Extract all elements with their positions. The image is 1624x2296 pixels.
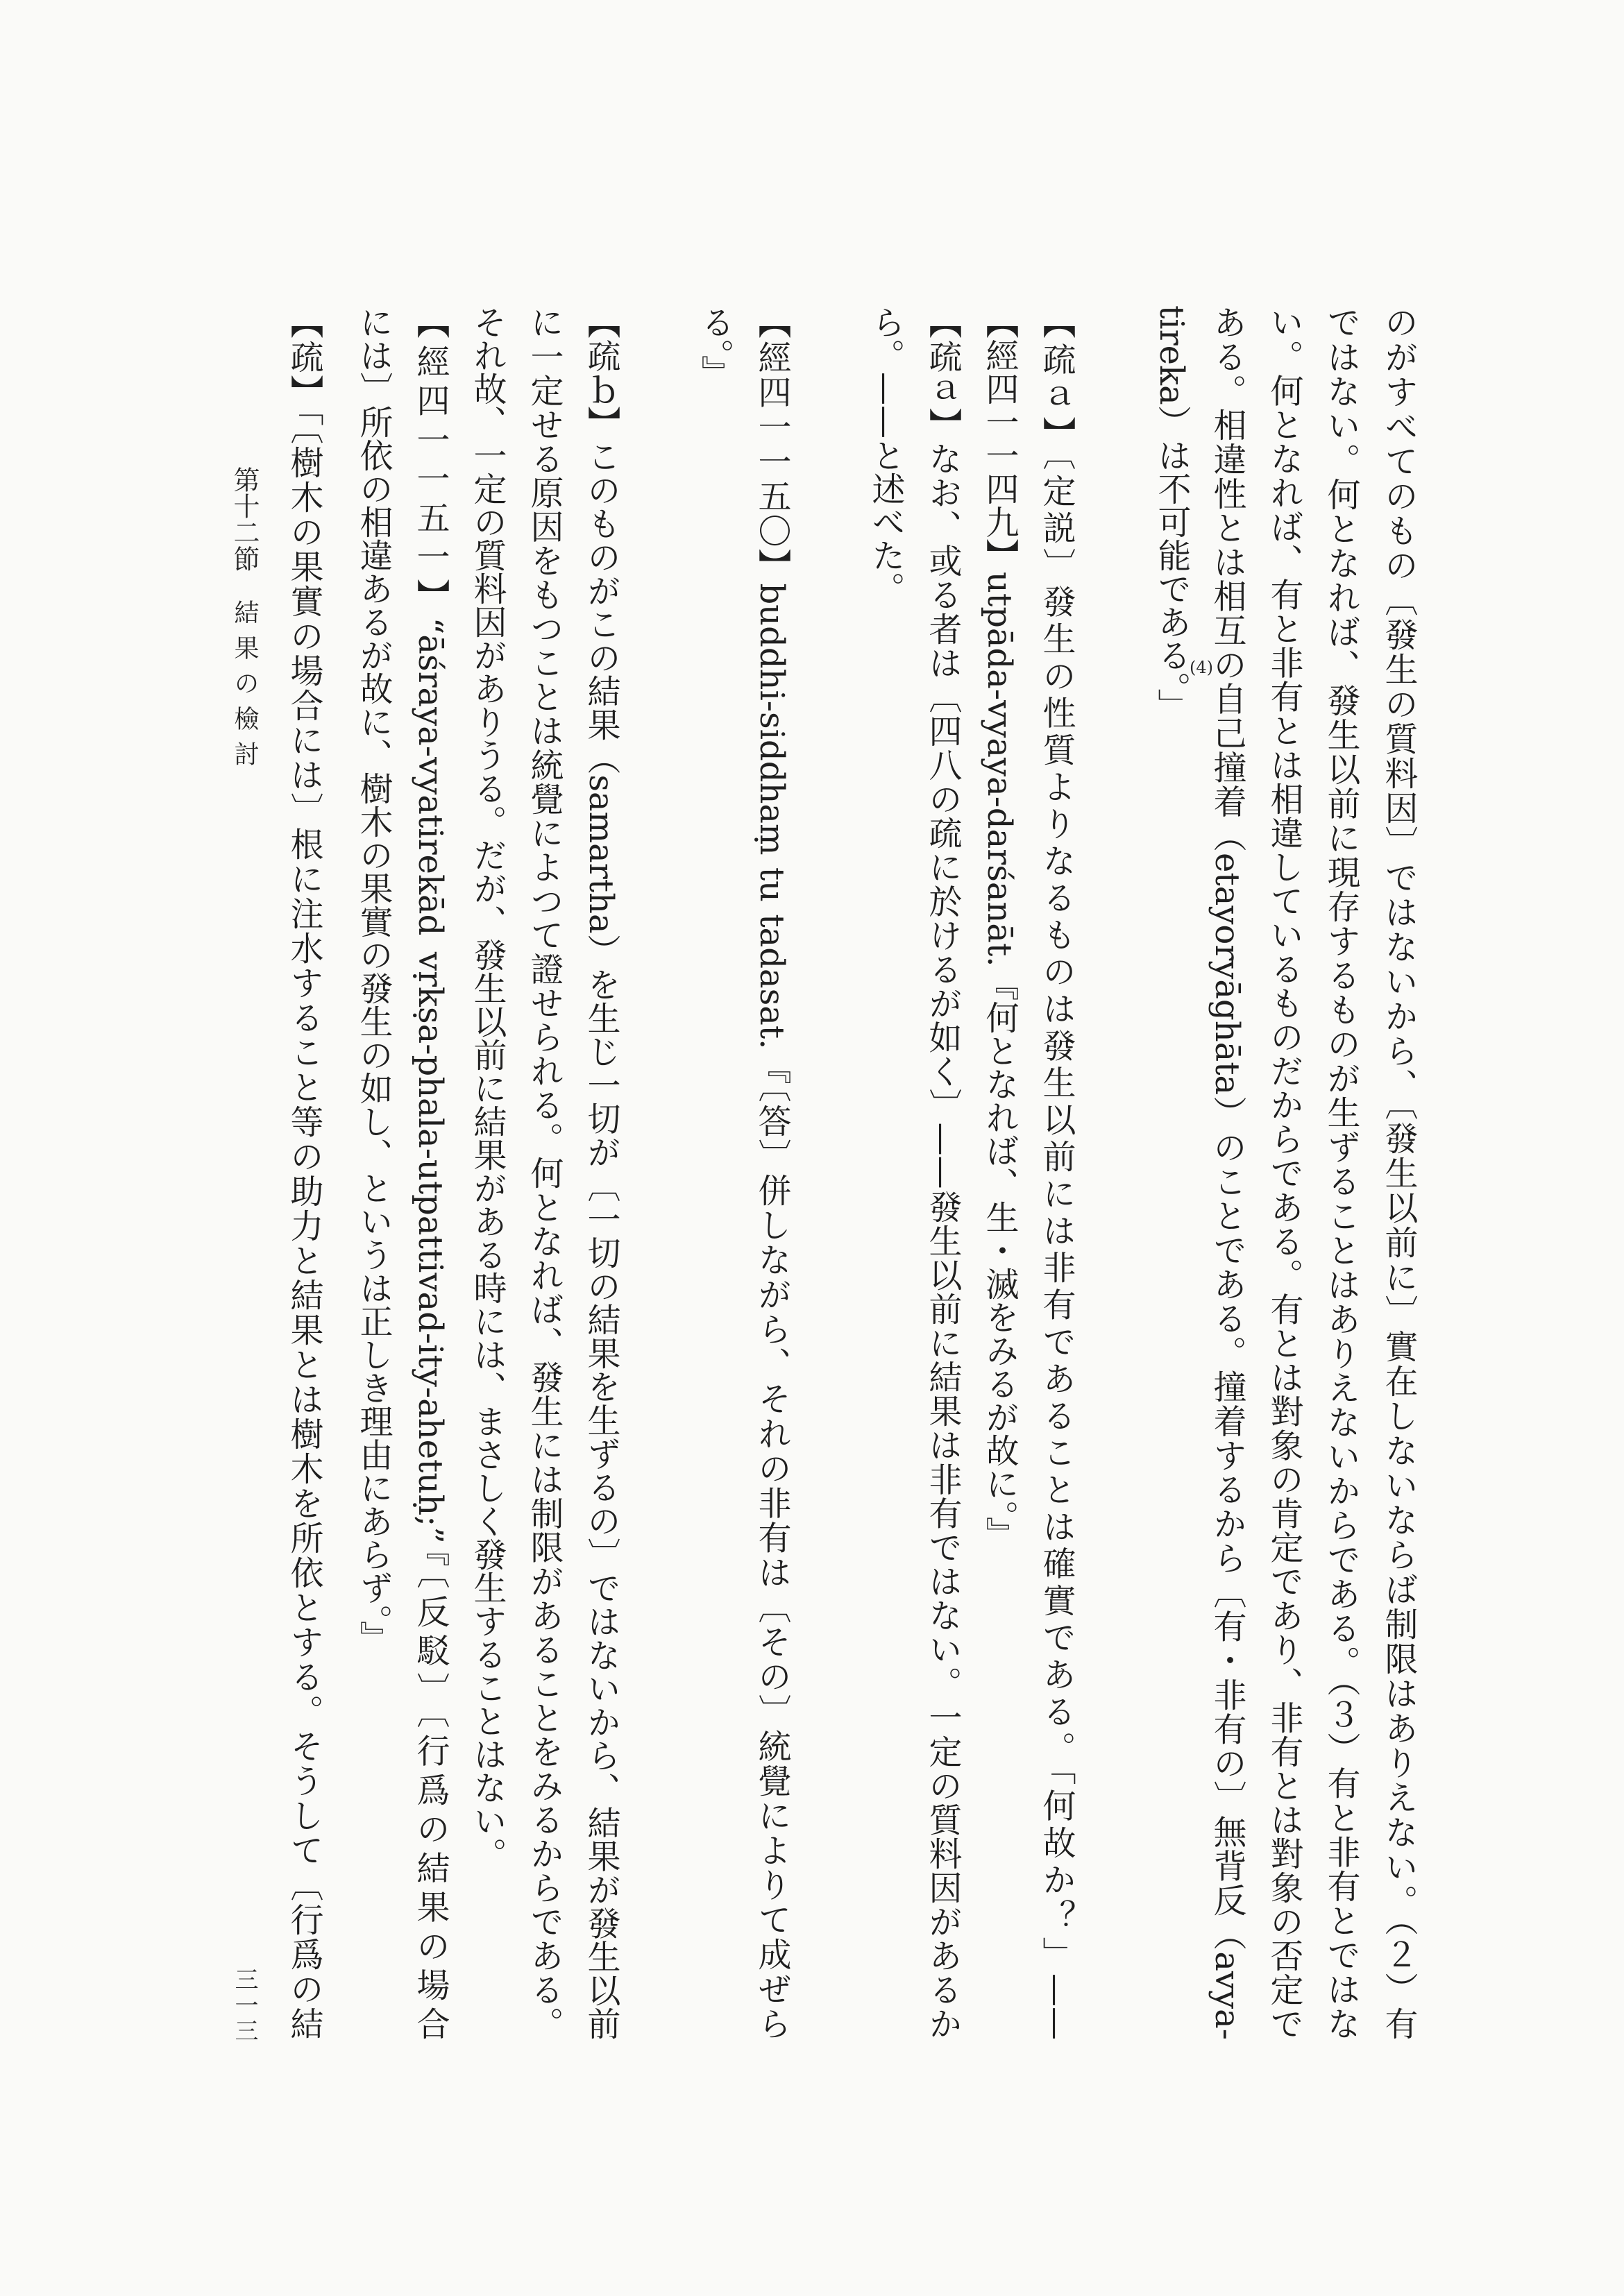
text-line: ある。相違性とは相互の自己撞着（etayoryāghāta）のことである。撞着するから〔有・非有の〕無背反（avya- — [1208, 305, 1246, 2040]
text-line: 【疏ａ】なお、或る者は〔四八の疏に於けるが如く〕——發生以前に結果は非有ではない。一定の質料因があるか — [923, 305, 962, 2040]
text-line: tireka）は不可能である。」 — [1152, 305, 1191, 722]
page-number: 三一三 — [230, 1967, 258, 2044]
text-line: それ故、一定の質料因がありうる。だが、發生以前に結果がある時には、まさしく發生することはない。 — [468, 305, 507, 1871]
text-line: 【疏ａ】〔定説〕發生の性質よりなるものは發生以前には非有であることは確實である。「何故か？」—— — [1037, 305, 1076, 2040]
text-line: 【疏】「〔樹木の果實の場合には〕根に注水すること等の助力と結果とは樹木を所依とする。そうして〔行爲の結 — [285, 305, 323, 2040]
text-line: る。』 — [695, 305, 734, 389]
text-line: い。何となれば、有と非有とは相違しているものだからである。有とは對象の肯定であり、非有とは對象の否定で — [1264, 305, 1303, 2041]
text-line: のがすべてのもの〔發生の質料因〕ではないから、〔發生以前に〕實在しないならば制限はありえない。（２）有 — [1379, 305, 1418, 2040]
section-number: 第十二節 — [229, 466, 260, 572]
text-line: 【經四一一四九】utpāda-vyaya-darśanāt.『何となれば、生・滅をみるが故に。』 — [980, 305, 1019, 1550]
text-line: 【經四一一五一】“āśraya-vyatirekād vṛkṣa-phala-utpattivad-ity-ahetuḥ;”『〔反駁〕〔行爲の結果の場合 — [411, 305, 450, 2041]
text-line: 【疏ｂ】このものがこの結果（samartha）を生じ一切が〔一切の結果を生ずるの〕ではないから、結果が發生以前 — [582, 305, 620, 2040]
running-head — [228, 466, 261, 799]
text-line: には〕所依の相違あるが故に、樹木の果實の發生の如し、というは正しき理由にあらず。』 — [354, 305, 393, 1654]
text-line: に一定せる原因をもつことは統覺によつて證せられる。何となれば、發生には制限があることをみるからである。 — [525, 305, 564, 2040]
footnote-mark: (4) — [1190, 658, 1213, 677]
text-line: ではない。何となれば、發生以前に現存するものが生ずることはありえないからである。（３）有と非有とではな — [1321, 305, 1360, 2040]
text-line: 【經四一一五〇】buddhi-siddhaṃ tu tadasat.『〔答〕併しながら、それの非有は〔その〕統覺によりて成ぜら — [752, 305, 791, 2040]
text-line: ら。——と述べた。 — [866, 305, 905, 605]
section-title: 結果の檢討 — [230, 599, 259, 776]
